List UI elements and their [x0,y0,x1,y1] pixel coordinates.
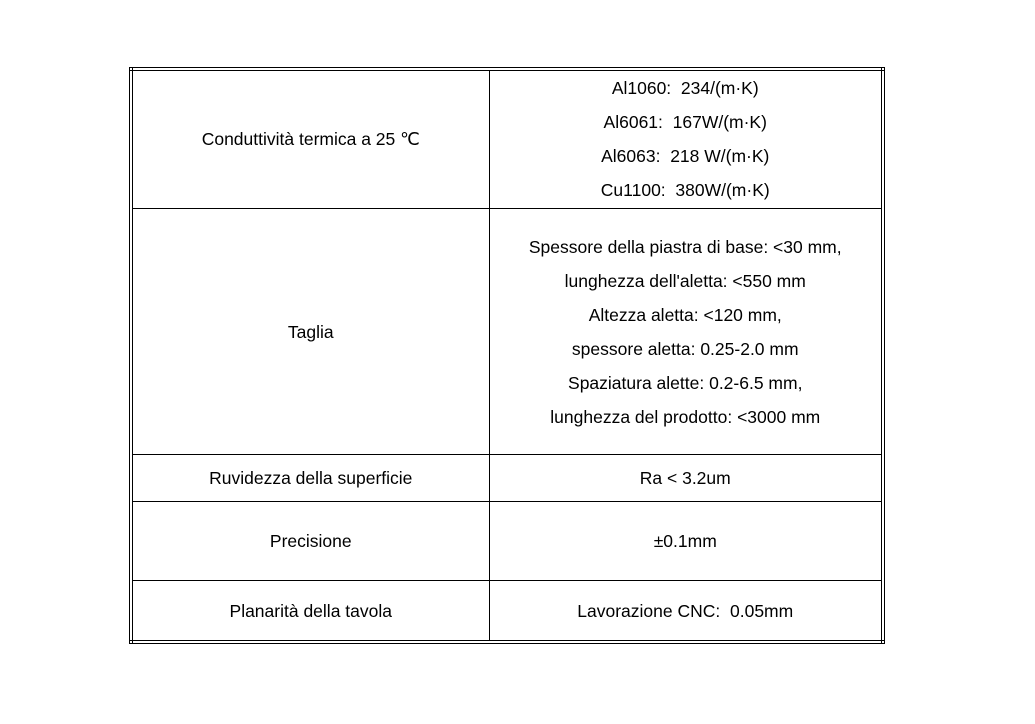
label-text: Taglia [287,321,334,342]
value-line: Spessore della piastra di base: <30 mm, [528,236,842,257]
value-line: lunghezza dell'aletta: <550 mm [564,270,806,291]
value-line: Lavorazione CNC: 0.05mm [577,600,794,621]
value-line: Al1060: 234/(m·K) [611,78,759,99]
label-text: Conduttività termica a 25 ℃ [201,129,420,150]
value-line: Ra < 3.2um [639,467,731,488]
label-text: Planarità della tavola [229,600,392,621]
row-value-thermal-conductivity [489,69,883,208]
table-row-surface-roughness [131,455,883,501]
spec-table [129,67,885,644]
row-value-table-flatness [489,581,883,642]
row-label-size [131,208,489,455]
value-line: lunghezza del prodotto: <3000 mm [550,406,821,427]
table-row-size [131,208,883,455]
row-value-size [489,208,883,455]
value-line: Al6063: 218 W/(m·K) [601,146,770,167]
value-line: Altezza aletta: <120 mm, [588,304,782,325]
label-text: Ruvidezza della superficie [209,467,413,488]
row-label-thermal-conductivity [131,69,489,208]
row-label-precision [131,501,489,580]
row-value-surface-roughness [489,455,883,501]
row-value-precision [489,501,883,580]
row-label-surface-roughness [131,455,489,501]
row-label-table-flatness [131,581,489,642]
value-line: Al6061: 167W/(m·K) [603,112,767,133]
table-row-table-flatness [131,581,883,642]
table-row-precision [131,501,883,580]
value-line: ±0.1mm [653,530,717,551]
value-line: spessore aletta: 0.25-2.0 mm [571,338,799,359]
table-row-thermal-conductivity [131,69,883,208]
value-line: Spaziatura alette: 0.2-6.5 mm, [568,372,803,393]
label-text: Precisione [269,530,352,551]
value-line: Cu1100: 380W/(m·K) [600,180,770,201]
